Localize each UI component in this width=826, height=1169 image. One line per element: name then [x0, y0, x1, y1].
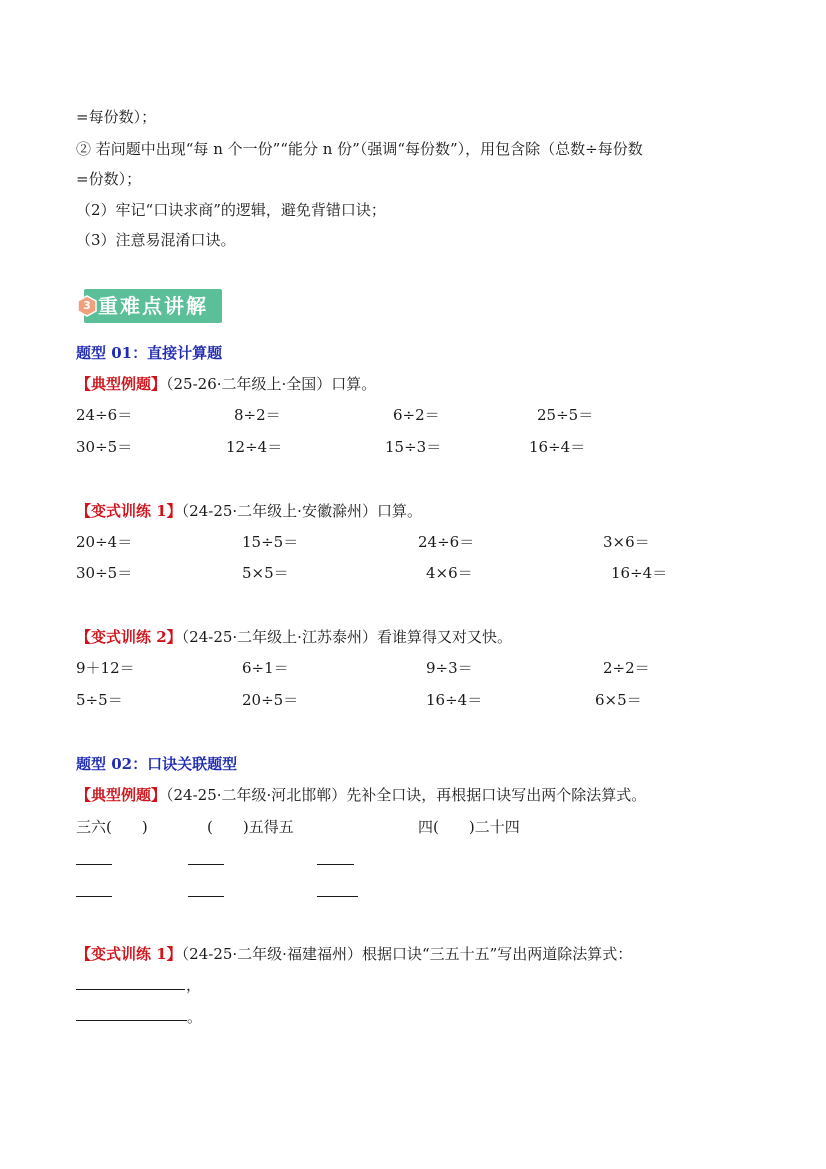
problem-item: 20÷5＝	[242, 691, 299, 709]
problem-item: 9＋12＝	[76, 659, 135, 677]
type1-heading: 题型 01：直接计算题	[76, 344, 223, 362]
variant-text: （24-25·二年级上·江苏泰州）看谁算得又对又快。	[181, 628, 512, 646]
problem-item: 4×6＝	[426, 564, 473, 582]
section-number: 3	[83, 299, 91, 312]
example-tag: 【典型例题】	[76, 375, 167, 393]
problem-item: 24÷6＝	[418, 533, 475, 551]
problem-item: 16÷4＝	[426, 691, 483, 709]
answer-blank[interactable]	[317, 896, 358, 897]
variant-tag: 【变式训练 1】	[76, 945, 182, 963]
variant-tag: 【变式训练 1】	[76, 502, 182, 520]
problem-item: 5÷5＝	[76, 691, 123, 709]
problem-item: 15÷3＝	[385, 438, 442, 456]
period-mark: 。	[187, 1008, 203, 1026]
variant-text: （24-25·二年级·福建福州）根据口诀“三五十五”写出两道除法算式：	[181, 945, 633, 963]
example-text: （24-25·二年级·河北邯郸）先补全口诀，再根据口诀写出两个除法算式。	[166, 786, 647, 804]
problem-item: 15÷5＝	[242, 533, 299, 551]
section-title: 重难点讲解	[98, 294, 208, 318]
problem-item: 6×5＝	[595, 691, 642, 709]
problem-item: 3×6＝	[603, 533, 650, 551]
type1-example-title	[76, 374, 376, 394]
answer-blank[interactable]	[188, 896, 224, 897]
answer-blank[interactable]	[76, 864, 112, 865]
answer-blank[interactable]	[317, 864, 354, 865]
problem-item: 24÷6＝	[76, 406, 133, 424]
answer-blank[interactable]	[188, 864, 224, 865]
problem-item: 30÷5＝	[76, 438, 133, 456]
answer-blank[interactable]	[76, 896, 112, 897]
problem-item: 6÷2＝	[393, 406, 440, 424]
answer-blank[interactable]	[76, 1020, 187, 1021]
rhyme-item: ( )五得五	[207, 818, 294, 836]
intro-line-1: =每份数）；	[76, 108, 157, 126]
intro-line-4: （2）牢记“口诀求商”的逻辑，避免背错口诀；	[76, 201, 386, 219]
problem-item: 2÷2＝	[603, 659, 650, 677]
type2-variant1-title	[76, 944, 632, 964]
type2-example-title	[76, 785, 646, 805]
answer-blank[interactable]	[76, 989, 185, 990]
example-text: （25-26·二年级上·全国）口算。	[166, 375, 377, 393]
section-badge	[76, 289, 222, 323]
type2-heading: 题型 02：口诀关联题型	[76, 755, 238, 773]
variant-text: （24-25·二年级上·安徽滁州）口算。	[181, 502, 422, 520]
variant-tag: 【变式训练 2】	[76, 628, 182, 646]
intro-line-3: =份数）；	[76, 170, 142, 188]
problem-item: 12÷4＝	[226, 438, 283, 456]
comma-mark: ，	[186, 976, 202, 994]
rhyme-item: 三六( )	[76, 818, 148, 836]
problem-item: 9÷3＝	[426, 659, 473, 677]
intro-line-2: ② 若问题中出现“每 n 个一份”“能分 n 份”（强调“每份数”），用包含除（总数÷每份数	[76, 140, 643, 158]
problem-item: 20÷4＝	[76, 533, 133, 551]
problem-item: 6÷1＝	[242, 659, 289, 677]
problem-item: 30÷5＝	[76, 564, 133, 582]
problem-item: 16÷4＝	[529, 438, 586, 456]
rhyme-item: 四( )二十四	[418, 818, 520, 836]
problem-item: 5×5＝	[242, 564, 289, 582]
type1-variant1-title	[76, 501, 422, 521]
problem-item: 25÷5＝	[537, 406, 594, 424]
type1-variant2-title	[76, 627, 512, 647]
problem-item: 16÷4＝	[611, 564, 668, 582]
problem-item: 8÷2＝	[234, 406, 281, 424]
intro-line-5: （3）注意易混淆口诀。	[76, 231, 236, 249]
example-tag: 【典型例题】	[76, 786, 167, 804]
